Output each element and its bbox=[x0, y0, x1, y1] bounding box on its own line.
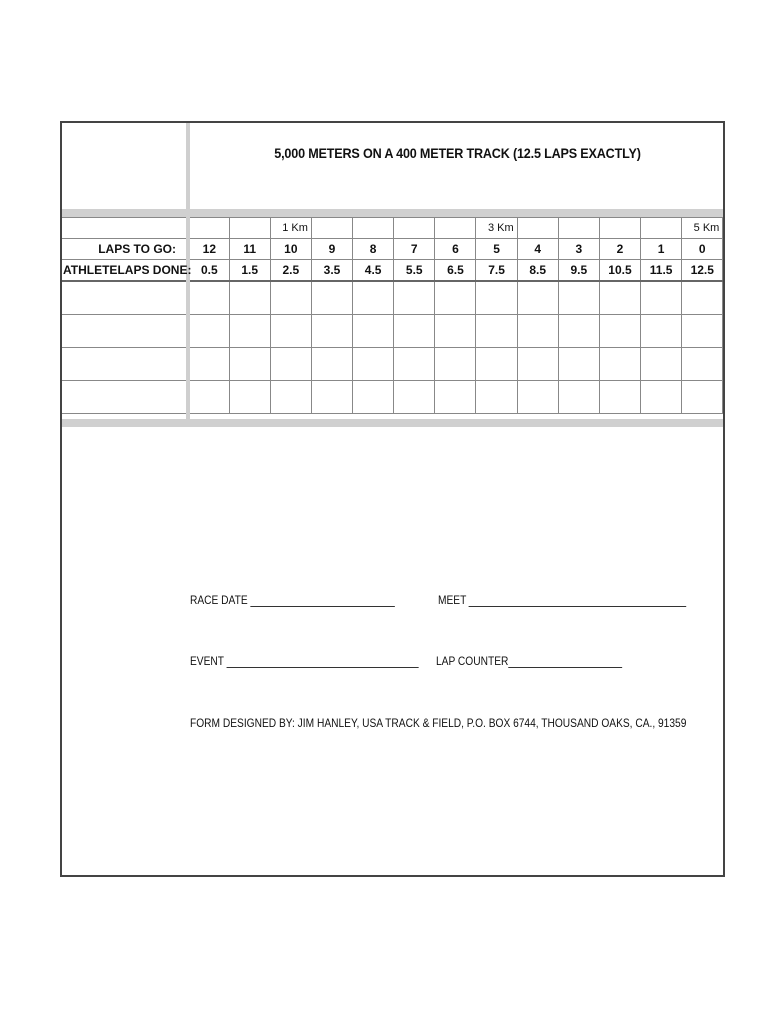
split-cell[interactable] bbox=[682, 348, 723, 381]
split-cell[interactable] bbox=[188, 315, 229, 348]
split-cell[interactable] bbox=[435, 315, 476, 348]
split-cell[interactable] bbox=[229, 348, 270, 381]
race-date-label: RACE DATE bbox=[190, 593, 248, 607]
split-cell[interactable] bbox=[476, 348, 517, 381]
split-cell[interactable] bbox=[682, 315, 723, 348]
meet-line[interactable] bbox=[469, 606, 687, 607]
event-line[interactable] bbox=[227, 667, 419, 668]
laps-to-go-cell: 7 bbox=[394, 239, 435, 260]
km-marker bbox=[641, 218, 682, 239]
split-cell[interactable] bbox=[435, 381, 476, 414]
lap-counter-field[interactable] bbox=[436, 654, 622, 668]
split-cell[interactable] bbox=[229, 315, 270, 348]
split-cell[interactable] bbox=[599, 381, 640, 414]
athlete-entry-row[interactable] bbox=[62, 281, 723, 315]
split-cell[interactable] bbox=[270, 315, 311, 348]
km-marker bbox=[435, 218, 476, 239]
laps-to-go-cell: 1 bbox=[641, 239, 682, 260]
laps-to-go-row bbox=[62, 239, 723, 260]
km-marker bbox=[188, 218, 229, 239]
split-cell[interactable] bbox=[682, 381, 723, 414]
km-marker bbox=[353, 218, 394, 239]
laps-to-go-cell: 5 bbox=[476, 239, 517, 260]
laps-to-go-cell: 8 bbox=[353, 239, 394, 260]
lap-counter-label: LAP COUNTER bbox=[436, 654, 509, 668]
split-cell[interactable] bbox=[311, 281, 352, 315]
athlete-name-cell[interactable] bbox=[62, 315, 188, 348]
km-marker: 1 Km bbox=[270, 218, 311, 239]
split-cell[interactable] bbox=[188, 348, 229, 381]
split-cell[interactable] bbox=[558, 281, 599, 315]
split-cell[interactable] bbox=[311, 315, 352, 348]
laps-done-row bbox=[62, 260, 723, 282]
split-cell[interactable] bbox=[270, 381, 311, 414]
km-marker bbox=[229, 218, 270, 239]
split-cell[interactable] bbox=[229, 381, 270, 414]
laps-to-go-cell: 0 bbox=[682, 239, 723, 260]
laps-done-cell: 5.5 bbox=[394, 260, 435, 282]
laps-done-cell: 8.5 bbox=[517, 260, 558, 282]
laps-to-go-cell: 9 bbox=[311, 239, 352, 260]
split-cell[interactable] bbox=[229, 281, 270, 315]
footer-band bbox=[62, 419, 723, 427]
laps-done-cell: 7.5 bbox=[476, 260, 517, 282]
split-cell[interactable] bbox=[394, 348, 435, 381]
split-cell[interactable] bbox=[394, 281, 435, 315]
split-cell[interactable] bbox=[476, 281, 517, 315]
race-date-line[interactable] bbox=[250, 606, 395, 607]
athlete-entry-row[interactable] bbox=[62, 348, 723, 381]
split-cell[interactable] bbox=[599, 281, 640, 315]
athlete-name-cell[interactable] bbox=[62, 281, 188, 315]
form-credit: FORM DESIGNED BY: JIM HANLEY, USA TRACK & FIELD, P.O. BOX 6744, THOUSAND OAKS, CA., 91359 bbox=[190, 716, 687, 730]
lap-counter-line[interactable] bbox=[508, 667, 622, 668]
laps-done-cell: 11.5 bbox=[641, 260, 682, 282]
laps-done-cell: 0.5 bbox=[188, 260, 229, 282]
laps-to-go-cell: 3 bbox=[558, 239, 599, 260]
split-cell[interactable] bbox=[517, 281, 558, 315]
km-marker-row bbox=[62, 218, 723, 239]
split-cell[interactable] bbox=[517, 381, 558, 414]
laps-done-cell: 2.5 bbox=[270, 260, 311, 282]
split-cell[interactable] bbox=[641, 315, 682, 348]
split-cell[interactable] bbox=[682, 281, 723, 315]
laps-to-go-cell: 6 bbox=[435, 239, 476, 260]
split-cell[interactable] bbox=[599, 315, 640, 348]
athlete-label: ATHLETE bbox=[63, 263, 118, 277]
laps-done-cell: 6.5 bbox=[435, 260, 476, 282]
km-marker bbox=[311, 218, 352, 239]
split-cell[interactable] bbox=[270, 281, 311, 315]
split-cell[interactable] bbox=[476, 381, 517, 414]
laps-done-cell: 10.5 bbox=[599, 260, 640, 282]
laps-to-go-cell: 4 bbox=[517, 239, 558, 260]
km-marker bbox=[394, 218, 435, 239]
split-cell[interactable] bbox=[517, 348, 558, 381]
km-label-cell bbox=[62, 218, 188, 239]
laps-done-cell: 4.5 bbox=[353, 260, 394, 282]
split-cell[interactable] bbox=[641, 348, 682, 381]
km-marker bbox=[517, 218, 558, 239]
split-cell[interactable] bbox=[394, 381, 435, 414]
laps-to-go-cell: 11 bbox=[229, 239, 270, 260]
split-cell[interactable] bbox=[353, 381, 394, 414]
athlete-entry-row[interactable] bbox=[62, 381, 723, 414]
header-band bbox=[62, 209, 723, 217]
athlete-name-cell[interactable] bbox=[62, 348, 188, 381]
split-cell[interactable] bbox=[311, 348, 352, 381]
meet-label: MEET bbox=[438, 593, 467, 607]
split-cell[interactable] bbox=[476, 315, 517, 348]
split-cell[interactable] bbox=[435, 348, 476, 381]
split-cell[interactable] bbox=[270, 348, 311, 381]
km-marker: 3 Km bbox=[476, 218, 517, 239]
laps-done-cell: 9.5 bbox=[558, 260, 599, 282]
split-cell[interactable] bbox=[188, 281, 229, 315]
event-label: EVENT bbox=[190, 654, 225, 668]
laps-done-cell: 12.5 bbox=[682, 260, 723, 282]
split-cell[interactable] bbox=[558, 348, 599, 381]
split-cell[interactable] bbox=[353, 315, 394, 348]
split-cell[interactable] bbox=[641, 281, 682, 315]
laps-to-go-cell: 2 bbox=[599, 239, 640, 260]
race-date-field[interactable] bbox=[190, 593, 395, 607]
laps-to-go-cell: 12 bbox=[188, 239, 229, 260]
laps-done-cell: 1.5 bbox=[229, 260, 270, 282]
athlete-name-cell[interactable] bbox=[62, 381, 188, 414]
split-cell[interactable] bbox=[394, 315, 435, 348]
split-cell[interactable] bbox=[599, 348, 640, 381]
lap-grid bbox=[62, 217, 723, 414]
split-cell[interactable] bbox=[353, 281, 394, 315]
split-cell[interactable] bbox=[517, 315, 558, 348]
split-cell[interactable] bbox=[558, 381, 599, 414]
split-cell[interactable] bbox=[558, 315, 599, 348]
split-cell[interactable] bbox=[311, 381, 352, 414]
km-marker: 5 Km bbox=[682, 218, 723, 239]
km-marker bbox=[558, 218, 599, 239]
split-cell[interactable] bbox=[641, 381, 682, 414]
km-marker bbox=[599, 218, 640, 239]
laps-done-label: LAPS DONE: bbox=[117, 263, 192, 277]
athlete-entry-row[interactable] bbox=[62, 315, 723, 348]
laps-done-cell: 3.5 bbox=[311, 260, 352, 282]
form-title: 5,000 METERS ON A 400 METER TRACK (12.5 LAPS EXACTLY) bbox=[274, 145, 641, 161]
laps-done-label-cell bbox=[62, 260, 192, 282]
meet-field[interactable] bbox=[438, 593, 686, 607]
lap-sheet bbox=[60, 121, 725, 877]
split-cell[interactable] bbox=[353, 348, 394, 381]
laps-to-go-cell: 10 bbox=[270, 239, 311, 260]
laps-to-go-label: LAPS TO GO: bbox=[62, 239, 188, 260]
split-cell[interactable] bbox=[435, 281, 476, 315]
event-field[interactable] bbox=[190, 654, 419, 668]
split-cell[interactable] bbox=[188, 381, 229, 414]
